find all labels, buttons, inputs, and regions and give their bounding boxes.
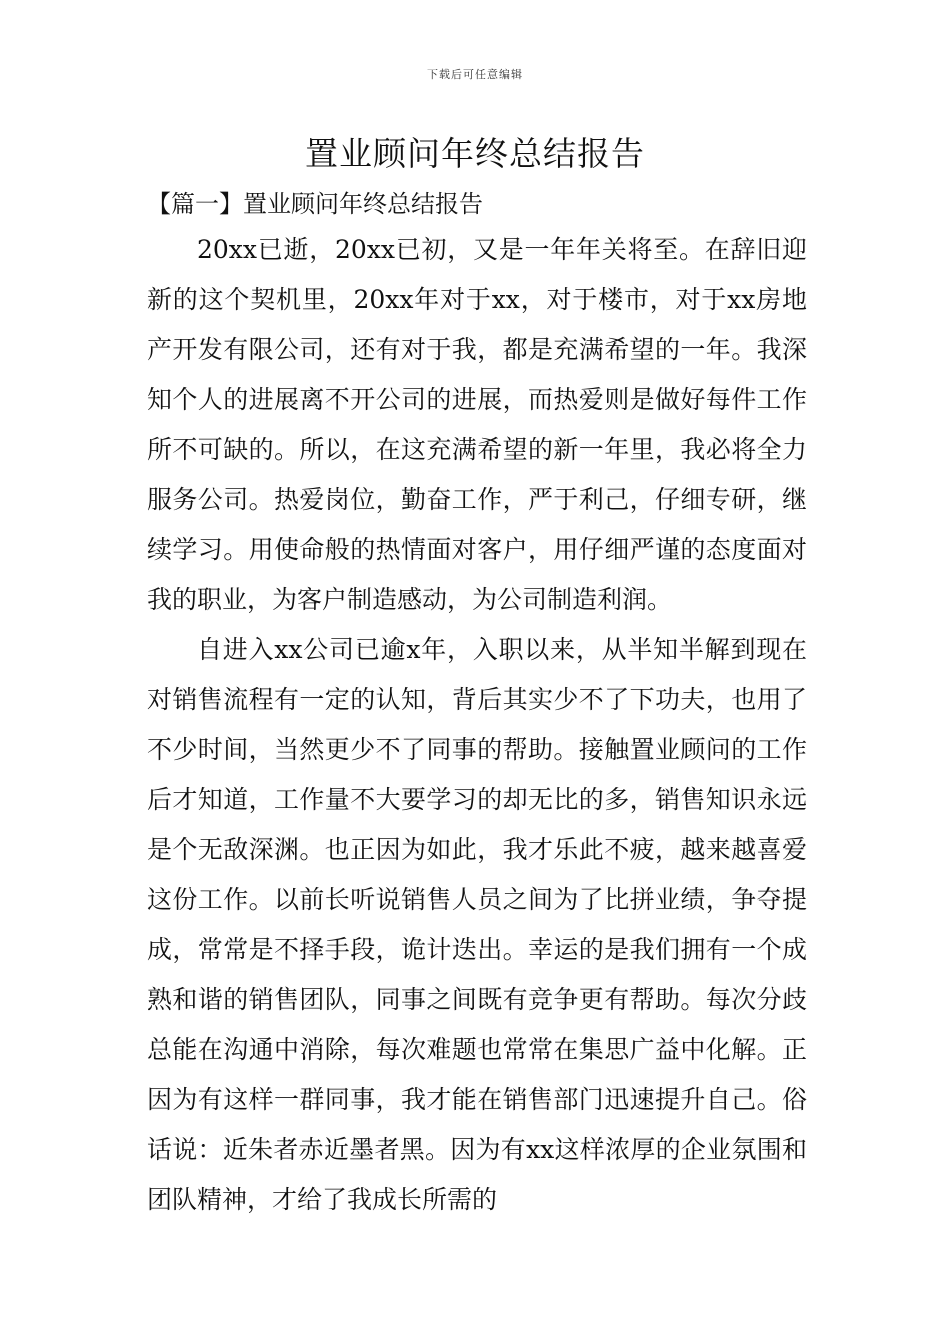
document-body <box>147 225 807 1225</box>
paragraph-2: 自进入xx公司已逾x年，入职以来，从半知半解到现在对销售流程有一定的认知，背后其实少不了下功夫，也用了不少时间，当然更少不了同事的帮助。接触置业顾问的工作后才知道，工作量不大要学习的却无比的多，销售知识永远是个无敌深渊。也正因为如此，我才乐此不疲，越来越喜爱这份工作。以前长听说销售人员之间为了比拼业绩，争夺提成，常常是不择手段，诡计迭出。幸运的是我们拥有一个成熟和谐的销售团队，同事之间既有竞争更有帮助。每次分歧总能在沟通中消除，每次难题也常常在集思广益中化解。正因为有这样一群同事，我才能在销售部门迅速提升自己。俗话说：近朱者赤近墨者黑。因为有xx这样浓厚的企业氛围和团队精神，才给了我成长所需的 <box>147 635 807 1214</box>
header-note: 下载后可任意编辑 <box>427 68 523 81</box>
section-heading: 【篇一】置业顾问年终总结报告 <box>147 190 483 218</box>
document-title: 置业顾问年终总结报告 <box>305 134 645 173</box>
paragraph-1: 20xx已逝，20xx已初，又是一年年关将至。在辞旧迎新的这个契机里，20xx年对于xx，对于楼市，对于xx房地产开发有限公司，还有对于我，都是充满希望的一年。我深知个人的进展离不开公司的进展，而热爱则是做好每件工作所不可缺的。所以，在这充满希望的新一年里，我必将全力服务公司。热爱岗位，勤奋工作，严于利己，仔细专研，继续学习。用使命般的热情面对客户，用仔细严谨的态度面对我的职业，为客户制造感动，为公司制造利润。 <box>147 235 807 614</box>
